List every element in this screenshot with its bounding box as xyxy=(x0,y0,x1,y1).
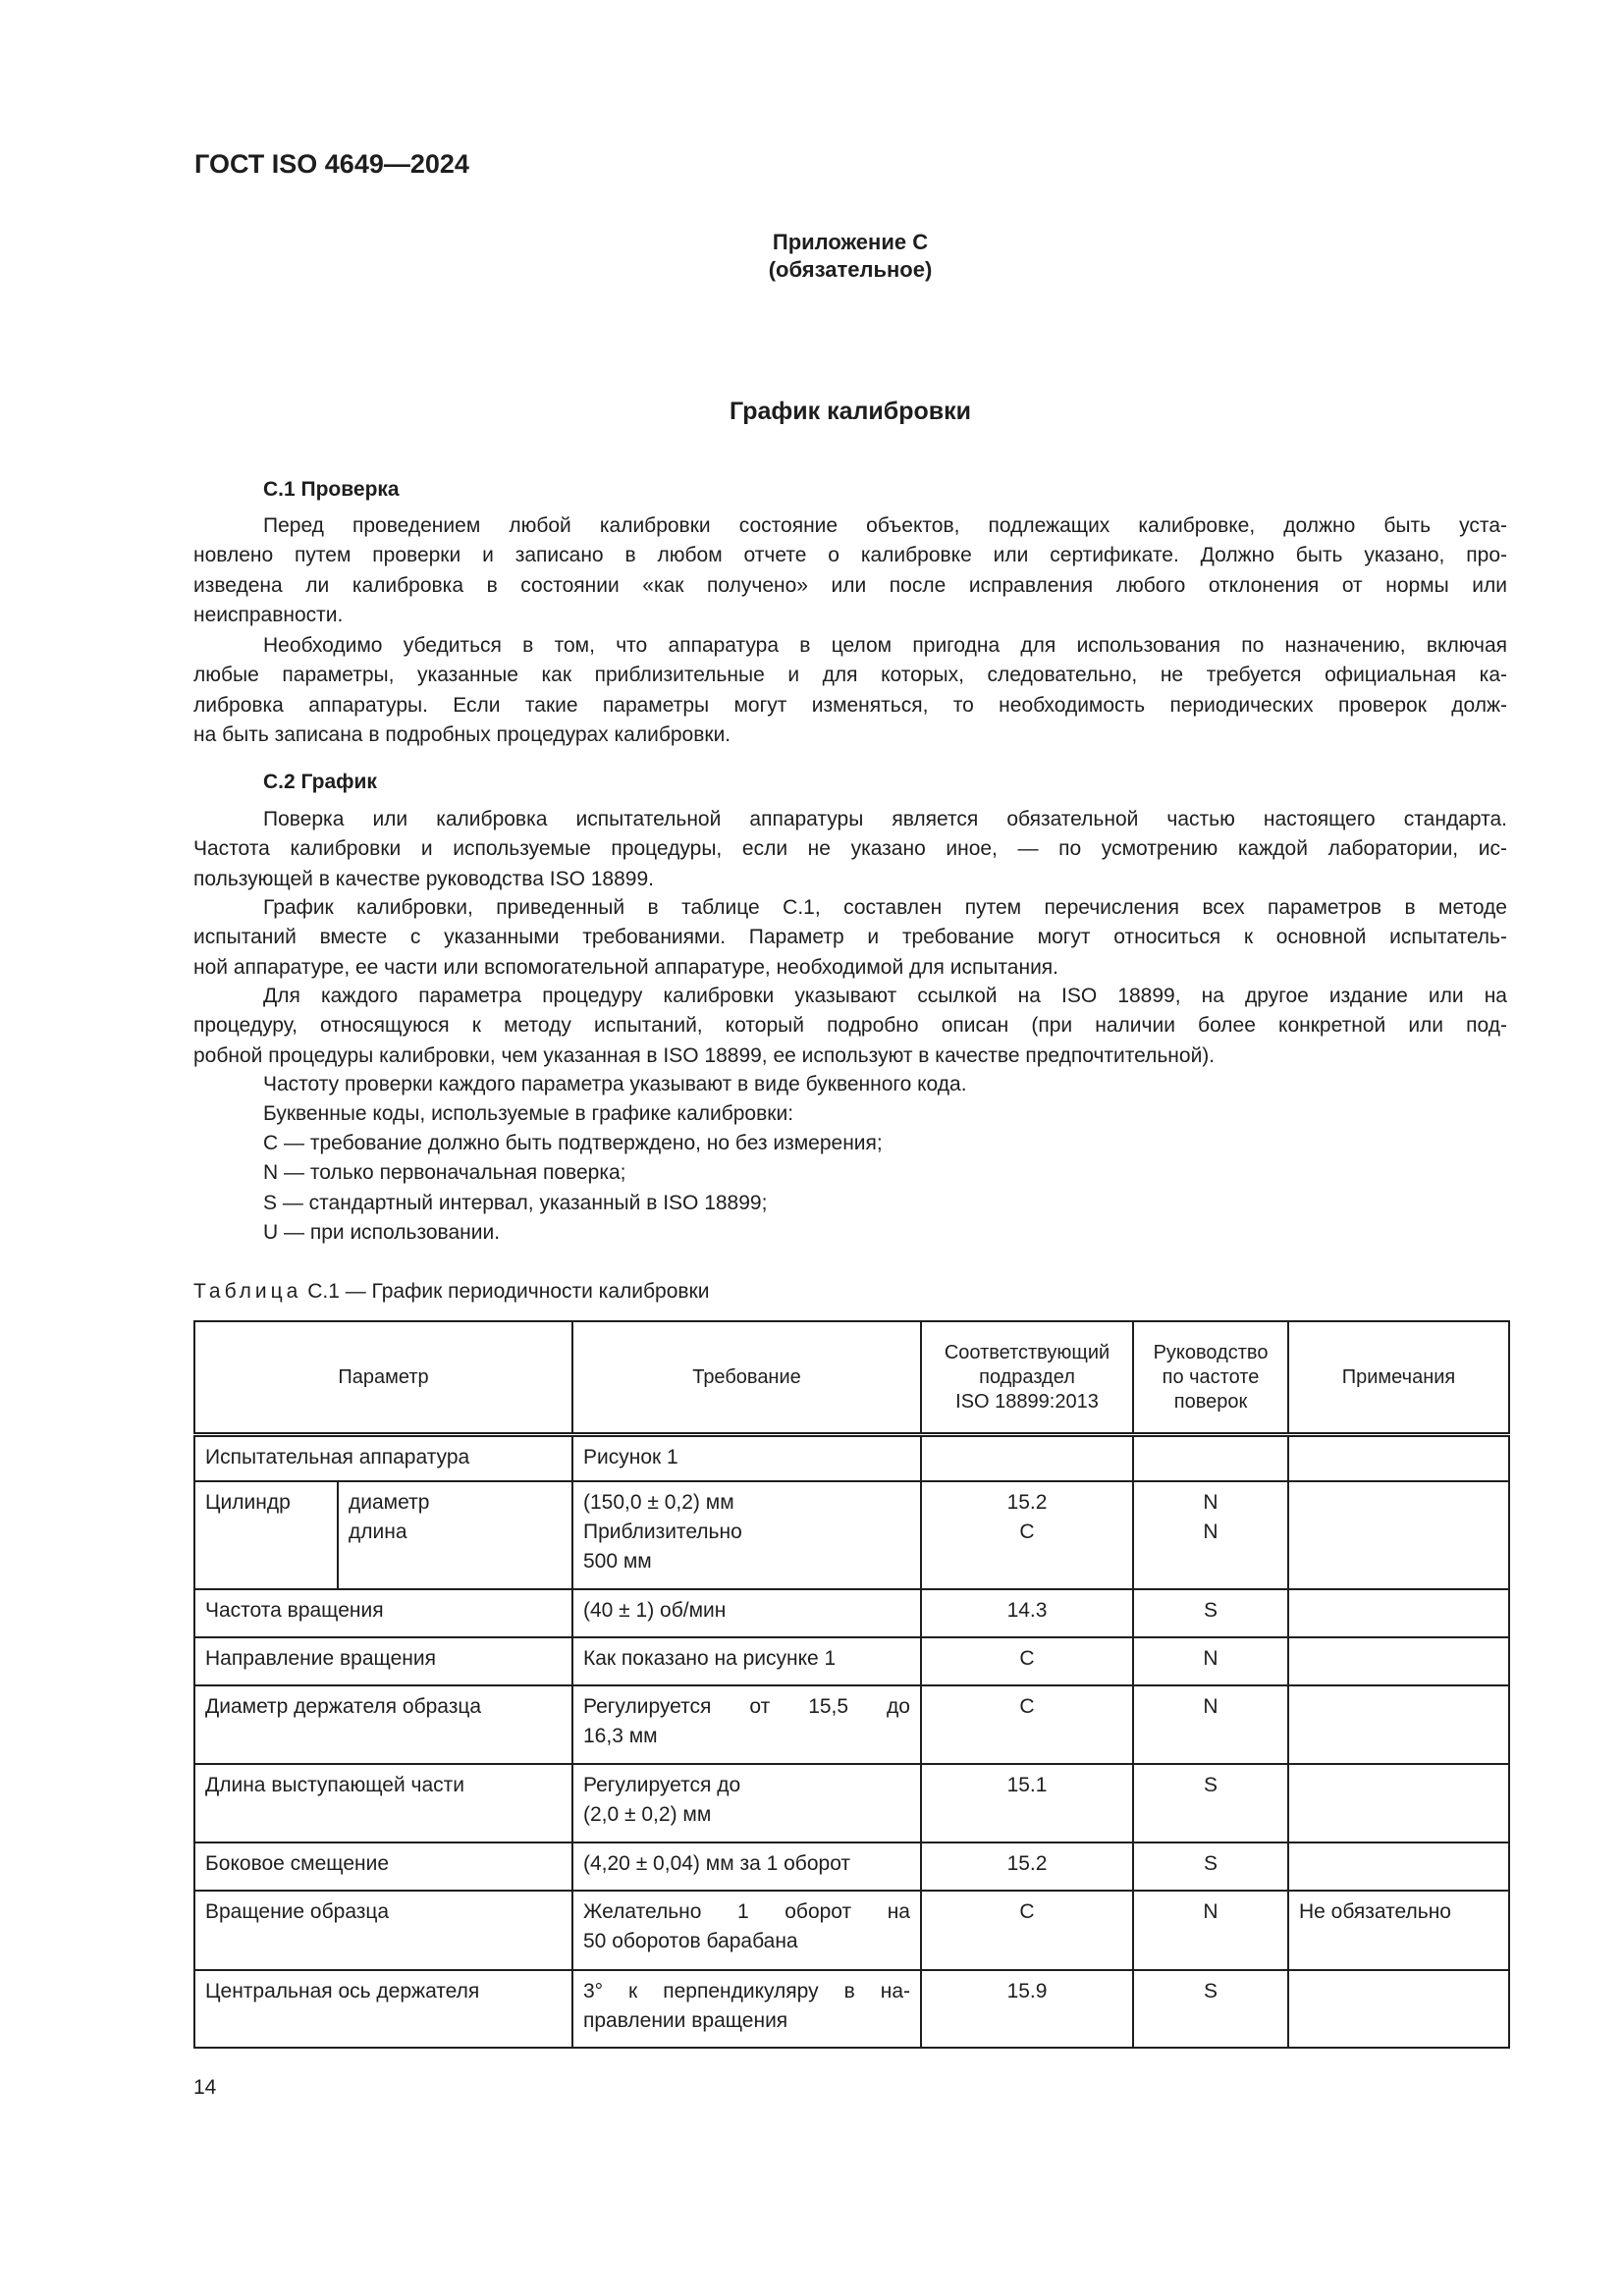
cell-subsection: 15.2 xyxy=(921,1842,1133,1891)
sub-parameter: диаметр xyxy=(349,1490,430,1514)
column-header-requirement: Требование xyxy=(572,1321,921,1435)
cell-parameter: Боковое смещение xyxy=(194,1842,572,1891)
annex-label: Приложение С xyxy=(772,230,929,254)
text-line: Поверка или калибровка испытательной аппаратуры является обязательной частью настоящего стандарта. xyxy=(263,808,1507,830)
cell-requirement: Рисунок 1 xyxy=(572,1435,921,1481)
header-line: по частоте xyxy=(1162,1365,1260,1388)
cell-frequency: N xyxy=(1133,1637,1288,1685)
cell-notes xyxy=(1288,1970,1509,2048)
paragraph-c2-3 xyxy=(193,982,1507,1071)
table-header-row xyxy=(194,1321,1509,1435)
requirement-line: 16,3 мм xyxy=(583,1724,658,1747)
subsection-line: C xyxy=(1019,1520,1035,1543)
table-row xyxy=(194,1970,1509,2048)
cell-frequency: S xyxy=(1133,1842,1288,1891)
text-line: робной процедуры калибровки, чем указанная в ISO 18899, ее используют в качестве предпочтительной). xyxy=(193,1043,1216,1067)
column-header-frequency xyxy=(1133,1321,1288,1435)
requirement-line: 500 мм xyxy=(583,1549,652,1573)
text-line: испытаний вместе с указанными требованиями. Параметр и требование могут относиться к основной испытатель- xyxy=(193,926,1507,949)
cell-parameter: Испытательная аппаратура xyxy=(194,1435,572,1481)
cell-frequency: S xyxy=(1133,1589,1288,1637)
table-row xyxy=(194,1764,1509,1842)
requirement-line: Регулируется до xyxy=(583,1773,741,1796)
column-header-notes: Примечания xyxy=(1288,1321,1509,1435)
text-line: процедуру, относящуюся к методу испытаний, который подробно описан (при наличии более конкретной или под- xyxy=(193,1014,1507,1038)
cell-notes xyxy=(1288,1481,1509,1589)
cell-parameter: Центральная ось держателя xyxy=(194,1970,572,2048)
cell-frequency: S xyxy=(1133,1764,1288,1842)
cell-subsection: C xyxy=(921,1891,1133,1970)
annex-label-block xyxy=(193,229,1507,284)
text-line: Необходимо убедиться в том, что аппаратура в целом пригодна для использования по назначению, включая xyxy=(263,634,1507,657)
cell-requirement xyxy=(572,1481,921,1589)
cell-notes xyxy=(1288,1842,1509,1891)
text-line: пользующей в качестве руководства ISO 18899. xyxy=(193,867,654,890)
table-row xyxy=(194,1481,1509,1589)
cell-notes xyxy=(1288,1637,1509,1685)
cell-subsection: C xyxy=(921,1685,1133,1764)
table-row xyxy=(194,1685,1509,1764)
header-line: подраздел xyxy=(979,1365,1075,1388)
cell-parameter: Длина выступающей части xyxy=(194,1764,572,1842)
calibration-schedule-table xyxy=(193,1320,1510,2049)
text-line: изведена ли калибровка в состоянии «как получено» или после исправления любого отклонения от нормы или xyxy=(193,573,1507,597)
text-line: неисправности. xyxy=(193,604,344,627)
cell-parameter: Частота вращения xyxy=(194,1589,572,1637)
cell-frequency: N xyxy=(1133,1685,1288,1764)
section-heading-c1: С.1 Проверка xyxy=(263,478,400,501)
table-caption-prefix: Таблица xyxy=(193,1280,302,1303)
requirement-line: Регулируется от 15,5 до xyxy=(583,1694,910,1718)
cell-frequency xyxy=(1133,1481,1288,1589)
header-line: Соответствующий xyxy=(944,1341,1110,1363)
table-caption-text: С.1 — График периодичности калибровки xyxy=(307,1280,710,1303)
text-line: новлено путем проверки и записано в любом отчете о калибровке или сертификате. Должно быть указано, про- xyxy=(193,544,1507,567)
text-line: на быть записана в подробных процедурах калибровки. xyxy=(193,723,731,747)
cell-frequency: N xyxy=(1133,1891,1288,1970)
annex-title: График калибровки xyxy=(730,398,971,425)
cell-notes: Не обязательно xyxy=(1288,1891,1509,1970)
requirement-line: 3° к перпендикуляру в на- xyxy=(583,1979,910,2002)
paragraph-c1-1 xyxy=(193,511,1507,631)
text-line: График калибровки, приведенный в таблице С.1, составлен путем перечисления всех параметров в методе xyxy=(263,896,1507,919)
cell-parameter: Цилиндр xyxy=(194,1481,338,1589)
requirement-line: Желательно 1 оборот на xyxy=(583,1899,910,1923)
cell-requirement: Как показано на рисунке 1 xyxy=(572,1637,921,1685)
cell-notes xyxy=(1288,1685,1509,1764)
code-item-u: U — при использовании. xyxy=(263,1221,501,1244)
text-line: Перед проведением любой калибровки состояние объектов, подлежащих калибровке, должно быть уста- xyxy=(263,514,1507,537)
cell-notes xyxy=(1288,1435,1509,1481)
frequency-note: Частоту проверки каждого параметра указывают в виде буквенного кода. xyxy=(263,1073,967,1095)
cell-subsection: 15.1 xyxy=(921,1764,1133,1842)
table-row xyxy=(194,1435,1509,1481)
table-row xyxy=(194,1891,1509,1970)
text-line: Частота калибровки и используемые процедуры, если не указано иное, — по усмотрению каждой лаборатории, ис- xyxy=(193,837,1507,861)
document-designation: ГОСТ ISO 4649—2024 xyxy=(194,149,469,179)
column-header-subsection xyxy=(921,1321,1133,1435)
table-row xyxy=(194,1842,1509,1891)
code-item-c: С — требование должно быть подтверждено, но без измерения; xyxy=(263,1132,883,1154)
table-row xyxy=(194,1589,1509,1637)
cell-subsection: 14.3 xyxy=(921,1589,1133,1637)
cell-parameter: Диаметр держателя образца xyxy=(194,1685,572,1764)
cell-subsection: C xyxy=(921,1637,1133,1685)
text-line: ной аппаратуре, ее части или вспомогательной аппаратуре, необходимой для испытания. xyxy=(193,955,1059,979)
section-heading-c2: С.2 График xyxy=(263,771,377,793)
page-number: 14 xyxy=(193,2076,217,2099)
cell-requirement xyxy=(572,1970,921,2048)
frequency-line: N xyxy=(1203,1520,1218,1543)
cell-requirement xyxy=(572,1764,921,1842)
cell-frequency: S xyxy=(1133,1970,1288,2048)
header-line: поверок xyxy=(1173,1390,1248,1413)
text-line: либровка аппаратуры. Если такие параметры могут изменяться, то необходимость периодических проверок долж- xyxy=(193,693,1507,717)
annex-status: (обязательное) xyxy=(768,257,933,282)
requirement-line: Приблизительно xyxy=(583,1520,742,1543)
codes-intro: Буквенные коды, используемые в графике калибровки: xyxy=(263,1102,794,1125)
table-row xyxy=(194,1637,1509,1685)
code-item-s: S — стандартный интервал, указанный в ISO 18899; xyxy=(263,1192,768,1214)
sub-parameter: длина xyxy=(349,1520,407,1543)
header-line: Руководство xyxy=(1153,1341,1269,1363)
cell-requirement: (4,20 ± 0,04) мм за 1 оборот xyxy=(572,1842,921,1891)
paragraph-c2-1 xyxy=(193,805,1507,894)
cell-requirement xyxy=(572,1891,921,1970)
text-line: любые параметры, указанные как приблизительные и для которых, следовательно, не требуется официальная ка- xyxy=(193,664,1507,687)
requirement-line: (2,0 ± 0,2) мм xyxy=(583,1802,712,1826)
header-line: ISO 18899:2013 xyxy=(955,1390,1099,1413)
cell-frequency xyxy=(1133,1435,1288,1481)
requirement-line: 50 оборотов барабана xyxy=(583,1929,798,1952)
code-item-n: N — только первоначальная поверка; xyxy=(263,1161,626,1184)
table-caption xyxy=(193,1277,709,1307)
cell-subsection xyxy=(921,1435,1133,1481)
cell-notes xyxy=(1288,1764,1509,1842)
cell-notes xyxy=(1288,1589,1509,1637)
cell-sub-parameters xyxy=(338,1481,572,1589)
subsection-line: 15.2 xyxy=(1006,1490,1048,1514)
cell-requirement xyxy=(572,1685,921,1764)
cell-subsection: 15.9 xyxy=(921,1970,1133,2048)
requirement-line: правлении вращения xyxy=(583,2008,788,2032)
paragraph-c1-2 xyxy=(193,631,1507,751)
column-header-parameter: Параметр xyxy=(194,1321,572,1435)
cell-subsection xyxy=(921,1481,1133,1589)
cell-parameter: Вращение образца xyxy=(194,1891,572,1970)
cell-requirement: (40 ± 1) об/мин xyxy=(572,1589,921,1637)
text-line: Для каждого параметра процедуру калибровки указывают ссылкой на ISO 18899, на другое издание или на xyxy=(263,985,1507,1007)
cell-parameter: Направление вращения xyxy=(194,1637,572,1685)
requirement-line: (150,0 ± 0,2) мм xyxy=(583,1490,734,1514)
frequency-line: N xyxy=(1203,1490,1218,1514)
paragraph-c2-2 xyxy=(193,893,1507,983)
